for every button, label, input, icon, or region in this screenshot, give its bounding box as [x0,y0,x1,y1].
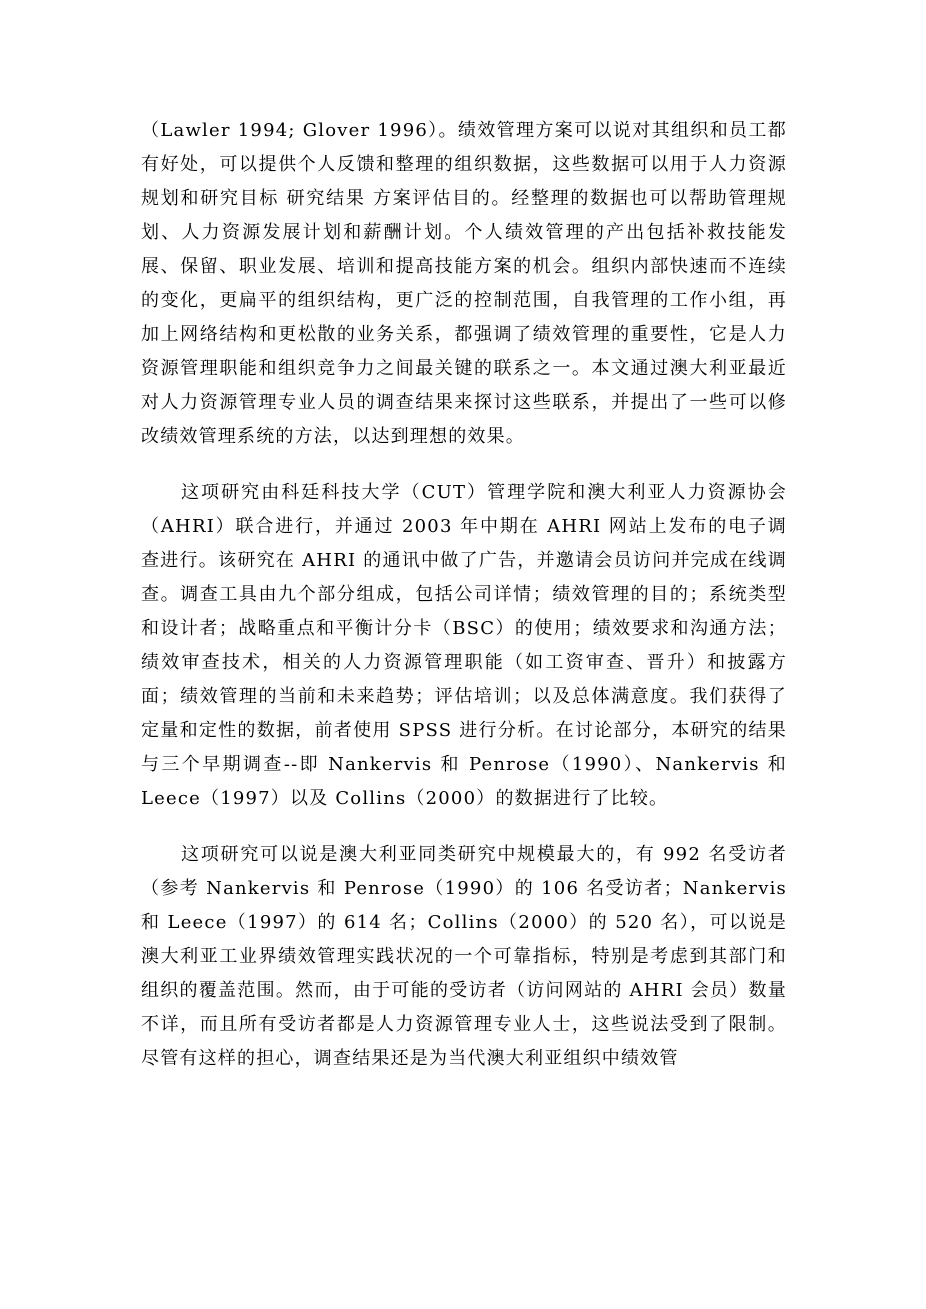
paragraph-continuation: （Lawler 1994; Glover 1996）。绩效管理方案可以说对其组织和员工都有好处，可以提供个人反馈和整理的组织数据，这些数据可以用于人力资源规划和研究目标 研究结果 方案评估目的。经整理的数据也可以帮助管理规划、人力资源发展计划和薪酬计划。个人绩效管理的产出包括补救技能发展、保留、职业发展、培训和提高技能方案的机会。组织内部快速而不连续的变化，更扁平的组织结构，更广泛的控制范围，自我管理的工作小组，再加上网络结构和更松散的业务关系，都强调了绩效管理的重要性，它是人力资源管理职能和组织竞争力之间最关键的联系之一。本文通过澳大利亚最近对人力资源管理专业人员的调查结果来探讨这些联系，并提出了一些可以修改绩效管理系统的方法，以达到理想的效果。 [141,120,787,447]
document-page [141,114,787,1098]
paragraph-study-method: 这项研究由科廷科技大学（CUT）管理学院和澳大利亚人力资源协会（AHRI）联合进行，并通过 2003 年中期在 AHRI 网站上发布的电子调查进行。该研究在 AHRI 的通讯中做了广告，并邀请会员访问并完成在线调查。调查工具由九个部分组成，包括公司详情；绩效管理的目的；系统类型和设计者；战略重点和平衡计分卡（BSC）的使用；绩效要求和沟通方法；绩效审查技术，相关的人力资源管理职能（如工资审查、晋升）和披露方面；绩效管理的当前和未来趋势；评估培训；以及总体满意度。我们获得了定量和定性的数据，前者使用 SPSS 进行分析。在讨论部分，本研究的结果与三个早期调查--即 Nankervis 和 Penrose（1990）、Nankervis 和 Leece（1997）以及 Collins（2000）的数据进行了比较。 [141,482,787,809]
paragraph-study-scope: 这项研究可以说是澳大利亚同类研究中规模最大的，有 992 名受访者（参考 Nankervis 和 Penrose（1990）的 106 名受访者；Nankervis 和 Leece（1997）的 614 名；Collins（2000）的 520 名），可以说是澳大利亚工业界绩效管理实践状况的一个可靠指标，特别是考虑到其部门和组织的覆盖范围。然而，由于可能的受访者（访问网站的 AHRI 会员）数量不详，而且所有受访者都是人力资源管理专业人士，这些说法受到了限制。尽管有这样的担心，调查结果还是为当代澳大利亚组织中绩效管 [141,844,787,1069]
